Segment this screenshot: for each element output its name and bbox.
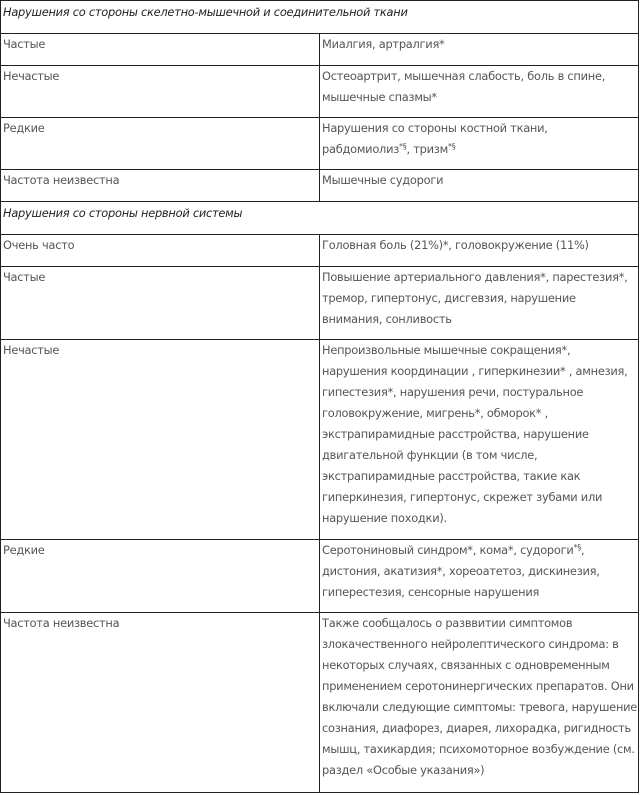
frequency-cell: Редкие <box>1 540 320 613</box>
section-title: Нарушения со стороны скелетно-мышечной и соединительной ткани <box>1 1 639 34</box>
table-row <box>1 267 639 340</box>
frequency-cell: Частые <box>1 34 320 66</box>
effects-text: , тризм <box>406 142 448 156</box>
effects-cell <box>320 118 639 170</box>
table-row <box>1 540 639 613</box>
frequency-cell: Редкие <box>1 118 320 170</box>
effects-cell: Также сообщалось о разввитии симптомов злокачественного нейролептического синдрома: в некоторых случаях, связанных с одновременным применением серотонинергических препаратов. Они включали следующие симптомы: тревога, нарушение сознания, диафорез, диарея, лихорадка, ригидность мышц, тахикардия; психомоторное возбуждение (см. раздел «Особые указания») <box>320 613 639 793</box>
effects-text: Серотониновый синдром*, кома*, судороги <box>322 543 574 557</box>
table-row <box>1 613 639 793</box>
footnote-marker: *§ <box>399 142 407 151</box>
frequency-cell: Очень часто <box>1 235 320 267</box>
table-row <box>1 34 639 66</box>
frequency-cell: Частота неизвестна <box>1 613 320 793</box>
section-title: Нарушения со стороны нервной системы <box>1 202 639 235</box>
section-header-row <box>1 202 639 235</box>
effects-cell: Головная боль (21%)*, головокружение (11%) <box>320 235 639 267</box>
table-row <box>1 66 639 118</box>
table-row <box>1 235 639 267</box>
effects-text: Нарушения со стороны костной ткани, рабдомиолиз <box>322 121 548 156</box>
section-header-row <box>1 1 639 34</box>
frequency-cell: Нечастые <box>1 66 320 118</box>
frequency-cell: Частые <box>1 267 320 340</box>
effects-cell: Миалгия, артралгия* <box>320 34 639 66</box>
effects-cell: Повышение артериального давления*, парестезия*, тремор, гипертонус, дисгевзия, нарушение внимания, сонливость <box>320 267 639 340</box>
table-row <box>1 118 639 170</box>
footnote-marker: *§ <box>447 142 456 151</box>
frequency-cell: Нечастые <box>1 340 320 540</box>
table-row <box>1 170 639 202</box>
frequency-cell: Частота неизвестна <box>1 170 320 202</box>
effects-cell <box>320 540 639 613</box>
table-row <box>1 340 639 540</box>
effects-cell: Непроизвольные мышечные сокращения*, нарушения координации , гиперкинезии* , амнезия, гипестезия*, нарушения речи, постуральное головокружение, мигрень*, обморок* , экстрапирамидные расстройства, нарушение двигательной функции (в том числе, экстрапирамидные расстройства, такие как гиперкинезия, гипертонус, скрежет зубами или нарушение походки). <box>320 340 639 540</box>
effects-text: , дистония, акатизия*, хореоатетоз, дискинезия, гиперестезия, сенсорные нарушения <box>322 543 600 599</box>
effects-cell: Остеоартрит, мышечная слабость, боль в спине, мышечные спазмы* <box>320 66 639 118</box>
effects-cell: Мышечные судороги <box>320 170 639 202</box>
footnote-marker: *§ <box>573 543 582 552</box>
